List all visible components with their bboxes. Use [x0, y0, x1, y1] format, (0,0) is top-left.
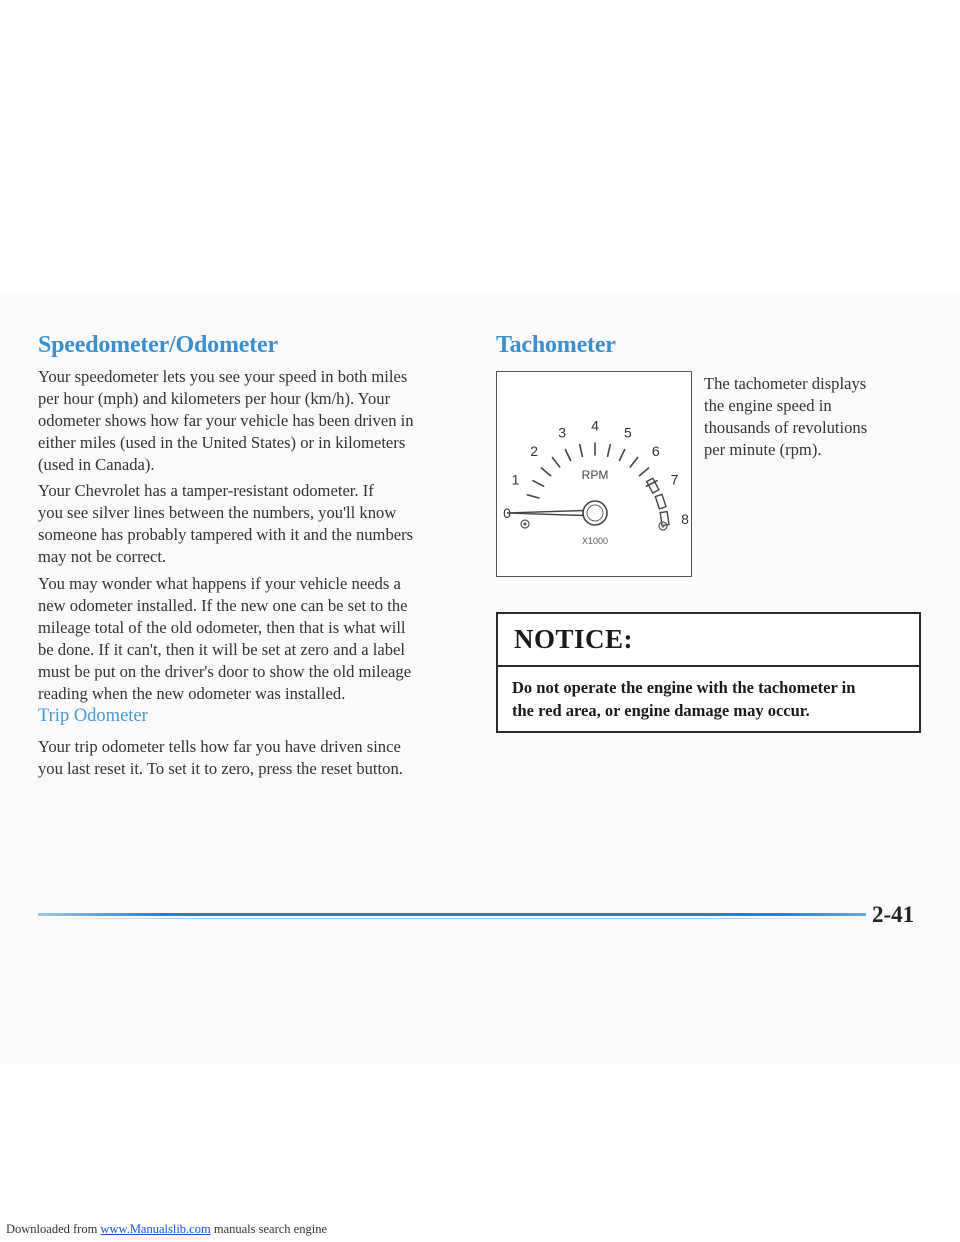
text-line: thousands of revolutions [704, 418, 868, 437]
tachometer-tick [608, 445, 611, 457]
tachometer-illustration [496, 371, 692, 577]
text-line: Do not operate the engine with the tachometer in [512, 678, 856, 697]
tachometer-numeral: 2 [530, 443, 539, 460]
text-line: odometer shows how far your vehicle has been driven in [38, 411, 414, 430]
tachometer-tick [620, 450, 625, 461]
text-line: per minute (rpm). [704, 440, 822, 459]
download-footer [6, 1222, 327, 1237]
trip-odometer-heading: Trip Odometer [38, 706, 148, 726]
rpm-label: RPM [581, 468, 609, 482]
text-line: either miles (used in the United States) or in kilometers [38, 433, 406, 452]
tachometer-numeral: 0 [503, 505, 511, 521]
tachometer-heading: Tachometer [496, 332, 616, 358]
footer-rule-thin [38, 918, 866, 919]
text-line: someone has probably tampered with it and the numbers [38, 525, 414, 544]
text-line: The tachometer displays [704, 374, 867, 393]
tachometer-tick [541, 468, 550, 476]
notice-header [498, 614, 919, 667]
page-number: 2-41 [872, 902, 915, 927]
tachometer-tick [565, 450, 570, 461]
tachometer-numeral: 8 [681, 511, 689, 527]
notice-text [512, 676, 908, 722]
text-line: per hour (mph) and kilometers per hour (km/h). Your [38, 389, 391, 408]
text-line: reading when the new odometer was installed. [38, 684, 346, 703]
notice-title: NOTICE: [514, 624, 634, 654]
manualslib-link[interactable]: www.Manualslib.com [100, 1222, 211, 1236]
tachometer-tick [630, 458, 637, 468]
text-line: the red area, or engine damage may occur. [512, 701, 810, 720]
text-line: must be put on the driver's door to show the old mileage [38, 662, 412, 681]
text-line: You may wonder what happens if your vehicle needs a [38, 574, 401, 593]
tachometer-numeral: 4 [591, 417, 599, 434]
download-suffix: manuals search engine [213, 1222, 327, 1236]
text-line: Your Chevrolet has a tamper-resistant odometer. If [38, 481, 374, 500]
text-line: new odometer installed. If the new one can be set to the [38, 596, 408, 615]
speedometer-heading: Speedometer/Odometer [38, 332, 278, 358]
text-line: you see silver lines between the numbers, you'll know [38, 503, 397, 522]
tachometer-numeral: 6 [651, 443, 660, 460]
text-line: the engine speed in [704, 396, 832, 415]
tachometer-tick [527, 495, 539, 498]
tachometer-numeral: 3 [558, 424, 566, 441]
text-line: Your speedometer lets you see your speed in both miles [38, 367, 408, 386]
tachometer-tick [639, 468, 648, 476]
tachometer-tick [552, 458, 559, 468]
tachometer-gauge [497, 372, 693, 578]
footer-rule [38, 913, 866, 916]
tachometer-numeral: 5 [624, 424, 632, 441]
text-line: mileage total of the old odometer, then that is what will [38, 618, 406, 637]
tachometer-numeral: 1 [511, 471, 520, 488]
text-line: Your trip odometer tells how far you have driven since [38, 737, 401, 756]
text-line: you last reset it. To set it to zero, press the reset button. [38, 759, 403, 778]
download-prefix: Downloaded from [6, 1222, 98, 1236]
red-zone-marker [647, 478, 669, 525]
text-line: be done. If it can't, then it will be set at zero and a label [38, 640, 405, 659]
text-line: (used in Canada). [38, 455, 155, 474]
tachometer-numeral: 7 [670, 471, 679, 488]
tachometer-tick [580, 445, 583, 457]
multiplier-label: X1000 [581, 536, 609, 546]
tachometer-tick [533, 481, 544, 487]
text-line: may not be correct. [38, 547, 167, 566]
notice-box [496, 612, 921, 733]
